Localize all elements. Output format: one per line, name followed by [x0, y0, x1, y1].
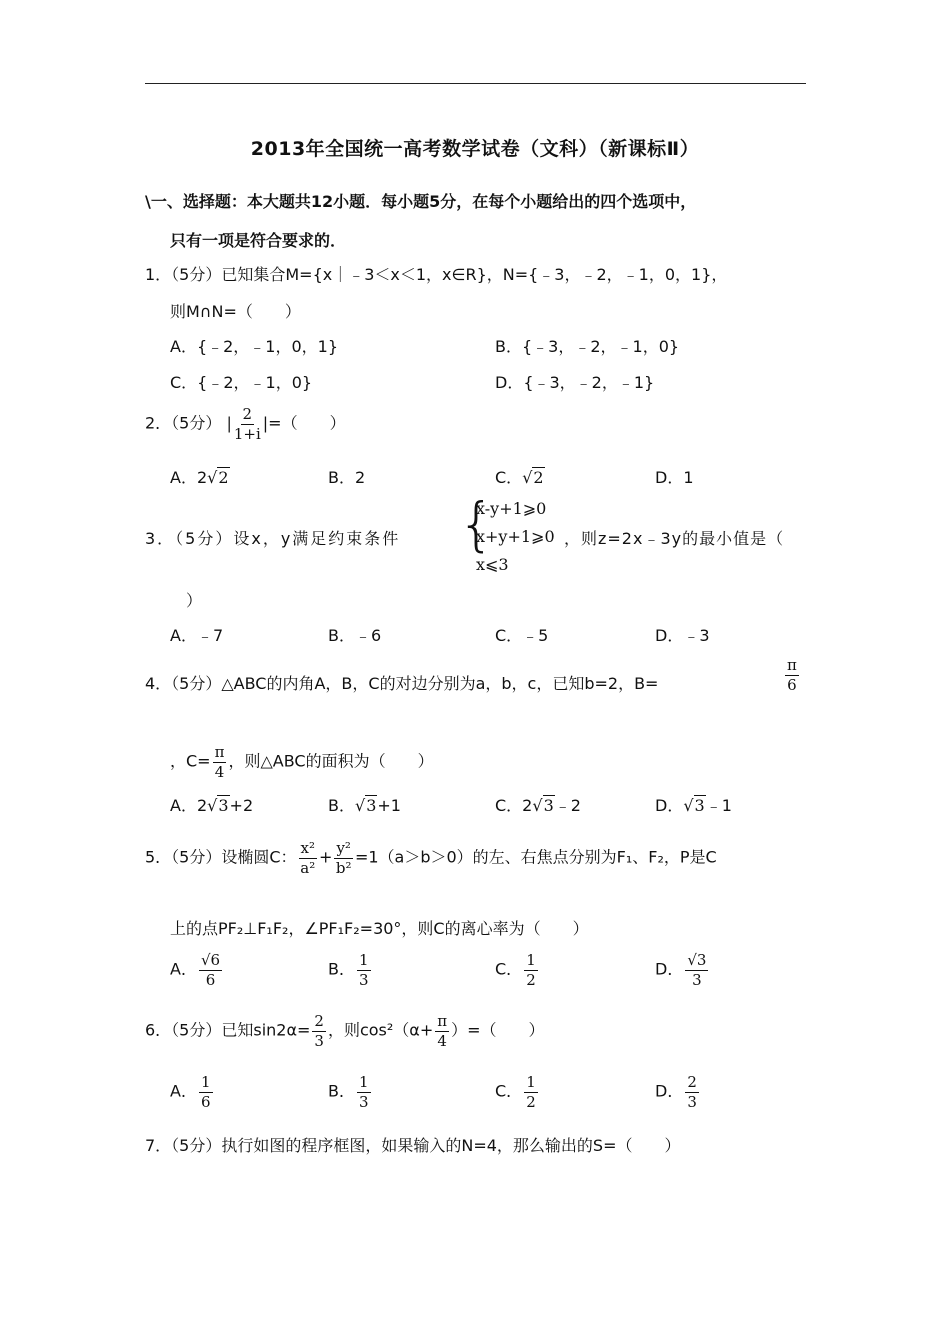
header-rule [145, 83, 806, 84]
q5-a-label: A． [170, 959, 197, 979]
q6-option-a[interactable] [170, 1074, 215, 1110]
q5-f1-den: a² [300, 858, 316, 877]
q4-a-post: +2 [229, 796, 254, 815]
q6-mid: ，则cos²（α+ [327, 1020, 434, 1040]
q5-a-den: 6 [205, 970, 216, 989]
q3-option-b[interactable]: B．﹣6 [328, 626, 382, 645]
sqrt: √2 [522, 468, 544, 487]
system-brace: { [458, 490, 495, 558]
page-title: 2013年全国统一高考数学试卷（文科）（新课标Ⅱ） [250, 138, 700, 160]
q6-d-label: D． [655, 1081, 684, 1101]
sqrt: √3 [354, 796, 377, 815]
q5-x-fraction [299, 840, 317, 876]
q5-suffix: =1（a＞b＞0）的左、右焦点分别为F₁、F₂，P是C [354, 847, 717, 867]
q6-prefix: 6．（5分）已知sin2α= [145, 1020, 311, 1040]
q6-d-num: 2 [687, 1073, 697, 1091]
abs-bar-left: | [226, 413, 232, 433]
q2-option-a[interactable] [170, 465, 230, 488]
q4-d-rad: 3 [694, 796, 705, 815]
q3-constraint-3: x⩽3 [476, 555, 509, 574]
q4-line2-rest: ，则△ABC的面积为（ ） [228, 751, 434, 771]
q6-f2-num: π [437, 1012, 448, 1030]
q6-option-c[interactable] [495, 1074, 540, 1110]
q6-f1-num: 2 [314, 1012, 324, 1030]
q6-sin-fraction [312, 1013, 326, 1049]
q5-c-num: 1 [526, 951, 536, 969]
q2-c-rad: 2 [533, 468, 544, 487]
q3-suffix: ，则z=2x﹣3y的最小值是（ [564, 529, 785, 548]
q5-b-num: 1 [358, 951, 369, 969]
q4-b-post: +1 [377, 796, 401, 815]
q2-fraction [234, 406, 261, 442]
q4-c-fraction [213, 744, 227, 780]
q4-a-rad: 3 [218, 796, 229, 815]
q5-y-fraction [334, 840, 353, 876]
q6-suffix: ）=（ ） [451, 1020, 545, 1040]
q5-option-b[interactable] [328, 952, 373, 988]
q3-constraint-1: x-y+1⩾0 [476, 499, 547, 518]
q5-f2-den: b² [335, 858, 352, 877]
q6-b-label: B． [328, 1081, 355, 1101]
q3-option-d[interactable]: D．﹣3 [655, 626, 710, 645]
q5-plus: + [319, 847, 333, 867]
q1-stem-line2: 则M∩N=（ ） [170, 302, 301, 321]
q4-d-post: ﹣1 [705, 796, 732, 815]
q3-option-a[interactable]: A．﹣7 [170, 626, 224, 645]
sqrt: √3 [207, 796, 229, 815]
q6-a-den: 6 [200, 1092, 211, 1111]
q4-a-pre: A．2 [170, 796, 208, 815]
section-heading-line2: 只有一项是符合要求的． [170, 231, 347, 250]
q2-option-d[interactable]: D．1 [655, 468, 694, 487]
q6-f2-den: 4 [437, 1031, 447, 1050]
q6-b-num: 1 [358, 1073, 369, 1091]
q1-option-b[interactable]: B．{﹣3，﹣2，﹣1，0} [495, 337, 680, 356]
q5-b-label: B． [328, 959, 355, 979]
sqrt: √3 [683, 796, 705, 815]
q6-d-den: 3 [687, 1092, 697, 1111]
q6-b-den: 3 [358, 1092, 369, 1111]
q2-frac-den: 1+i [233, 424, 261, 443]
q6-c-label: C． [495, 1081, 523, 1101]
q5-prefix: 5．（5分）设椭圆C： [145, 847, 297, 867]
q4-b-den: 6 [787, 675, 797, 694]
q1-stem-line1: 1．（5分）已知集合M={x｜﹣3＜x＜1，x∈R}，N={﹣3，﹣2，﹣1，0，1}， [145, 265, 728, 284]
q2-c-label: C． [495, 468, 523, 487]
q5-option-d[interactable] [655, 952, 710, 988]
section-heading-line1: \一、选择题：本大题共12小题．每小题5分，在每个小题给出的四个选项中， [145, 192, 697, 211]
q6-a-num: 1 [200, 1073, 211, 1091]
q1-option-d[interactable]: D．{﹣3，﹣2，﹣1} [495, 373, 655, 392]
q4-b-pre: B． [328, 796, 355, 815]
q5-option-a[interactable] [170, 952, 224, 988]
q5-d-num: √3 [687, 951, 707, 969]
q4-c-num: π [214, 743, 225, 761]
q4-option-d[interactable] [655, 793, 732, 816]
q5-d-den: 3 [692, 970, 702, 989]
q6-c-den: 2 [526, 1092, 536, 1111]
q3-stem-line2: ） [186, 591, 203, 610]
q4-b-num: π [787, 656, 797, 674]
q4-stem-line1: 4．（5分）△ABC的内角A，B，C的对边分别为a，b，c，已知b=2，B= [145, 674, 659, 693]
q5-b-den: 3 [358, 970, 369, 989]
q2-frac-num: 2 [242, 405, 253, 423]
q4-option-b[interactable] [328, 793, 401, 816]
q6-pi-fraction [435, 1013, 449, 1049]
q4-c-rad: 3 [543, 796, 554, 815]
q5-stem-line2: 上的点PF₂⊥F₁F₂，∠PF₁F₂=30°，则C的离心率为（ ） [170, 919, 589, 938]
q2-option-c[interactable] [495, 465, 545, 488]
q1-option-c[interactable]: C．{﹣2，﹣1，0} [170, 373, 313, 392]
q4-c-label: ，C= [170, 751, 211, 771]
q5-f2-num: y² [336, 839, 351, 857]
q6-a-label: A． [170, 1081, 197, 1101]
q3-prefix: 3．（5分）设x，y满足约束条件 [145, 529, 401, 548]
q4-stem-line2 [170, 744, 434, 780]
q5-c-den: 2 [526, 970, 536, 989]
q5-stem-line1 [145, 840, 717, 876]
q6-stem [145, 1013, 545, 1049]
sqrt: √2 [207, 468, 229, 487]
q2-stem [145, 406, 346, 442]
q4-b-fraction [783, 657, 801, 693]
q4-c-post: ﹣2 [554, 796, 581, 815]
q3-option-c[interactable]: C．﹣5 [495, 626, 549, 645]
q5-option-c[interactable] [495, 952, 540, 988]
q5-c-label: C． [495, 959, 523, 979]
q5-f1-num: x² [300, 839, 316, 857]
q3-constraint-2: x+y+1⩾0 [476, 527, 555, 546]
q2-suffix: |=（ ） [262, 413, 346, 433]
q6-option-b[interactable] [328, 1074, 373, 1110]
q2-a-label: A．2 [170, 468, 208, 487]
q6-option-d[interactable] [655, 1074, 701, 1110]
sqrt: √3 [532, 796, 554, 815]
q1-option-a[interactable]: A．{﹣2，﹣1，0，1} [170, 337, 339, 356]
q4-b-rad: 3 [366, 796, 377, 815]
q4-c-den: 4 [214, 762, 225, 781]
q4-option-c[interactable] [495, 793, 581, 816]
q4-d-pre: D． [655, 796, 684, 815]
q6-f1-den: 3 [314, 1031, 324, 1050]
q4-option-a[interactable] [170, 793, 253, 816]
q2-option-b[interactable]: B．2 [328, 468, 366, 487]
q5-d-label: D． [655, 959, 684, 979]
q7-stem-line1: 7．（5分）执行如图的程序框图，如果输入的N=4，那么输出的S=（ ） [145, 1136, 681, 1155]
q5-a-num: √6 [200, 951, 221, 969]
q4-c-pre: C．2 [495, 796, 533, 815]
q2-prefix: 2．（5分） [145, 413, 222, 433]
q2-a-rad: 2 [218, 468, 229, 487]
q6-c-num: 1 [526, 1073, 536, 1091]
